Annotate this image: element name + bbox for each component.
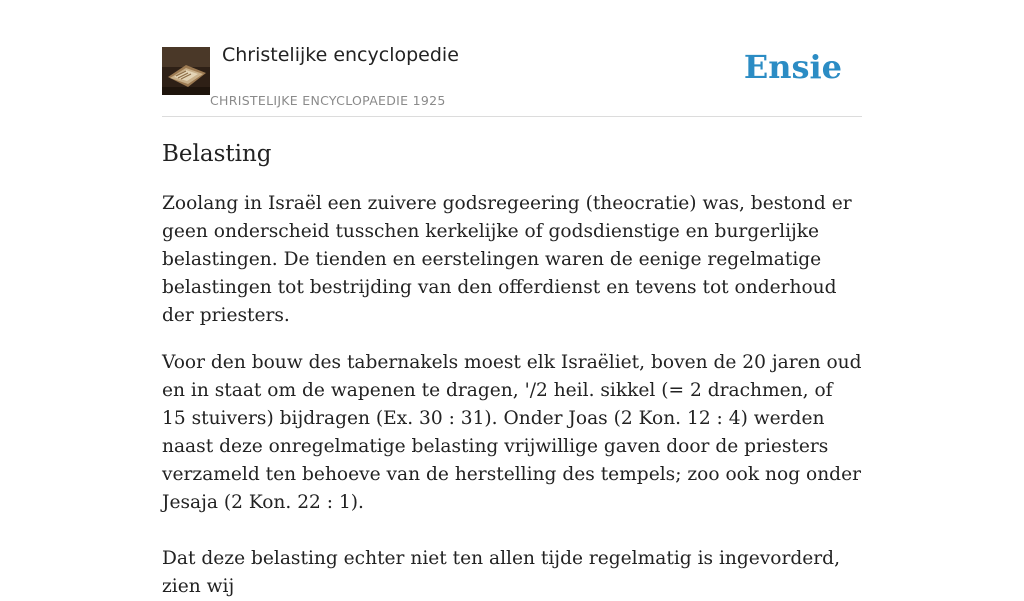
article-paragraph: Voor den bouw des tabernakels moest elk Israëliet, boven de 20 jaren oud en in staat om de wapenen te dragen, '/2 heil. sikkel (= 2 drachmen, of 15 stuivers) bijdragen (Ex. 30 : 31). Onder Joas (2 Kon. 12 : 4) werden naast deze onregelmatige belasting vrijwillige gaven door de priesters verzameld ten behoeve van de herstelling des tempels; zoo ook nog onder Jesaja (2 Kon. 22 : 1). — [162, 352, 862, 513]
article — [162, 138, 862, 601]
site-header — [162, 0, 862, 117]
site-avatar[interactable] — [162, 47, 210, 95]
article-title: Belasting — [162, 141, 272, 167]
site-subtitle[interactable]: CHRISTELIJKE ENCYCLOPAEDIE 1925 — [210, 93, 446, 108]
article-paragraph: Dat deze belasting echter niet ten allen tijde regelmatig is ingevorderd, zien wij — [162, 548, 840, 597]
site-title[interactable]: Christelijke encyclopedie — [222, 44, 459, 66]
article-paragraph: Zoolang in Israël een zuivere godsregeering (theocratie) was, bestond er geen onderscheid tusschen kerkelijke of godsdienstige en burgerlijke belastingen. De tienden en eerstelingen waren de eenige regelmatige belastingen tot bestrijding van den offerdienst en tevens tot onderhoud der priesters. — [162, 193, 852, 326]
book-thumbnail-icon — [162, 47, 210, 95]
brand-logo[interactable]: Ensie — [743, 48, 842, 86]
